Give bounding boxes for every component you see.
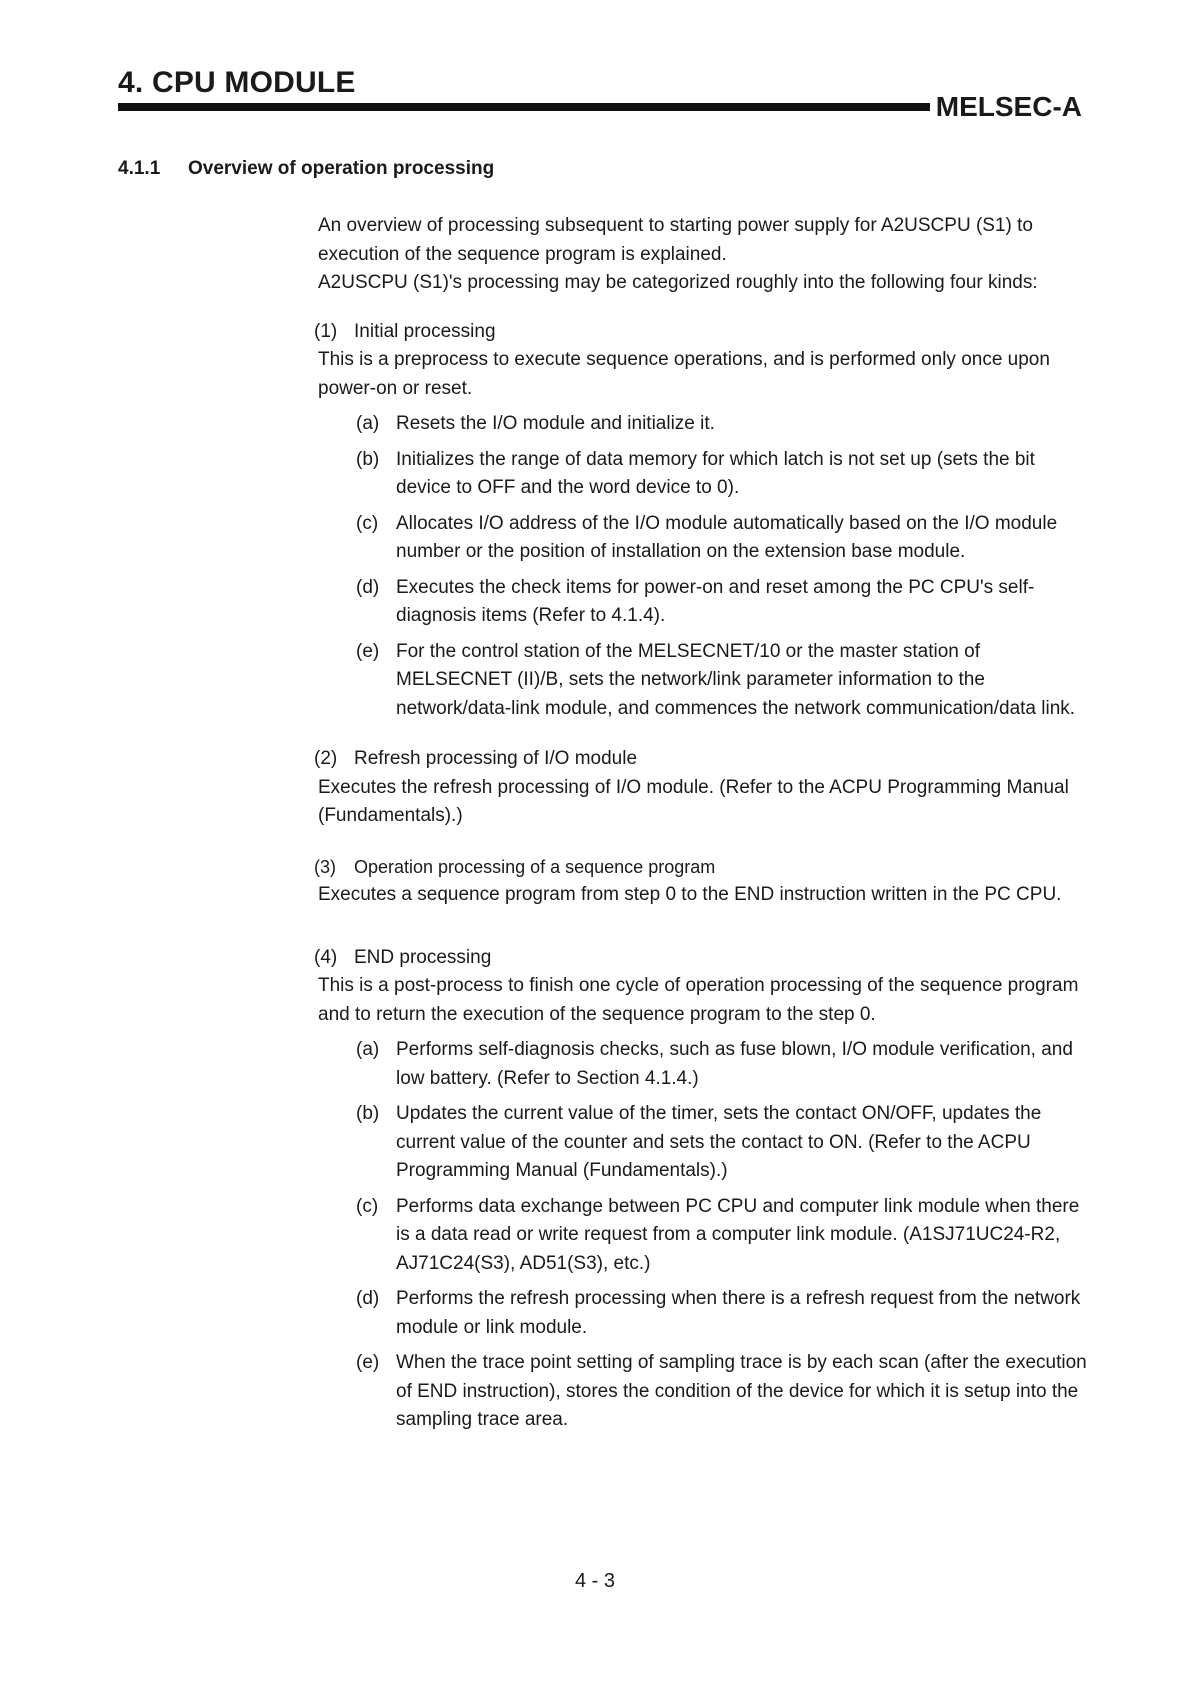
sub-text: Performs the refresh processing when there is a refresh request from the network module or link module.	[396, 1288, 1081, 1338]
sub-marker: (d)	[356, 1288, 380, 1309]
header-rule	[118, 103, 930, 111]
sub-marker: (a)	[356, 413, 380, 434]
section-number: 4.1.1	[118, 158, 161, 179]
list-item	[314, 944, 1088, 1435]
sub-item	[356, 1036, 1088, 1093]
sub-item	[356, 1193, 1088, 1279]
item-description: Executes the refresh processing of I/O module. (Refer to the ACPU Programming Manual (Fundamentals).)	[318, 776, 1069, 826]
sub-marker: (d)	[356, 576, 380, 598]
item-heading	[314, 944, 1088, 973]
sub-marker: (b)	[356, 1103, 380, 1124]
item-title: Initial processing	[354, 320, 496, 342]
sub-item	[356, 1349, 1088, 1435]
item-title: Refresh processing of I/O module	[354, 748, 638, 769]
page-number: 4 - 3	[574, 1570, 616, 1592]
sub-item	[356, 574, 1088, 631]
list-item	[314, 745, 1088, 831]
body-content	[314, 212, 1088, 1435]
item-heading	[314, 853, 1088, 882]
sub-text: Resets the I/O module and initialize it.	[396, 413, 715, 434]
list-item	[314, 318, 1088, 724]
list-item	[314, 853, 1088, 910]
intro	[318, 212, 1088, 298]
sub-text: For the control station of the MELSECNET/10 or the master station of MELSECNET (II)/B, sets the network/link parameter information to the network/data-link module, and commences the network communication/data link.	[396, 640, 1076, 719]
sub-item	[356, 638, 1088, 724]
sub-marker: (e)	[356, 640, 380, 662]
section-heading	[118, 158, 494, 180]
item-marker: (2)	[314, 748, 338, 769]
item-description: This is a post-process to finish one cycle of operation processing of the sequence program and to return the execution of the sequence program to the step 0.	[318, 975, 1079, 1025]
item-heading	[314, 745, 1088, 774]
section-title: Overview of operation processing	[188, 158, 495, 179]
sub-marker: (c)	[356, 1195, 379, 1217]
sub-item	[356, 410, 1088, 439]
item-description: Executes a sequence program from step 0 to the END instruction written in the PC CPU.	[318, 884, 1062, 905]
sub-item	[356, 510, 1088, 567]
item-title: END processing	[354, 946, 492, 968]
sub-marker: (c)	[356, 512, 379, 534]
chapter-title: 4. CPU MODULE	[118, 66, 356, 99]
brand-label: MELSEC-A	[935, 91, 1082, 122]
sub-marker: (e)	[356, 1352, 380, 1373]
sub-marker: (b)	[356, 448, 380, 470]
sub-text: Performs data exchange between PC CPU and computer link module when there is a data read or write request from a computer link module. (A1SJ71UC24-R2, AJ71C24(S3), AD51(S3), etc.)	[396, 1195, 1080, 1274]
item-heading	[314, 318, 1088, 347]
sub-item	[356, 1100, 1088, 1186]
sub-marker: (a)	[356, 1039, 380, 1060]
sub-text: Initializes the range of data memory for which latch is not set up (sets the bit device to OFF and the word device to 0).	[396, 448, 1035, 498]
item-marker: (3)	[314, 856, 336, 877]
sub-item	[356, 1285, 1088, 1342]
sub-text: When the trace point setting of sampling trace is by each scan (after the execution of END instruction), stores the condition of the device for which it is setup into the sampling trace area.	[396, 1352, 1087, 1430]
sub-item	[356, 446, 1088, 503]
sub-text: Updates the current value of the timer, sets the contact ON/OFF, updates the current value of the counter and sets the contact to ON. (Refer to the ACPU Programming Manual (Fundamentals).)	[396, 1103, 1042, 1181]
sub-text: Executes the check items for power-on and reset among the PC CPU's self-diagnosis items (Refer to 4.1.4).	[396, 576, 1035, 626]
intro-paragraph: An overview of processing subsequent to starting power supply for A2USCPU (S1) to execution of the sequence program is explained.	[318, 215, 1033, 265]
item-description: This is a preprocess to execute sequence operations, and is performed only once upon power-on or reset.	[318, 349, 1050, 399]
item-marker: (4)	[314, 946, 338, 968]
item-marker: (1)	[314, 320, 338, 342]
sub-text: Allocates I/O address of the I/O module automatically based on the I/O module number or the position of installation on the extension base module.	[396, 512, 1058, 562]
sub-text: Performs self-diagnosis checks, such as fuse blown, I/O module verification, and low battery. (Refer to Section 4.1.4.)	[396, 1039, 1073, 1089]
item-title: Operation processing of a sequence program	[354, 856, 716, 877]
intro-paragraph: A2USCPU (S1)'s processing may be categorized roughly into the following four kinds:	[318, 272, 1038, 293]
